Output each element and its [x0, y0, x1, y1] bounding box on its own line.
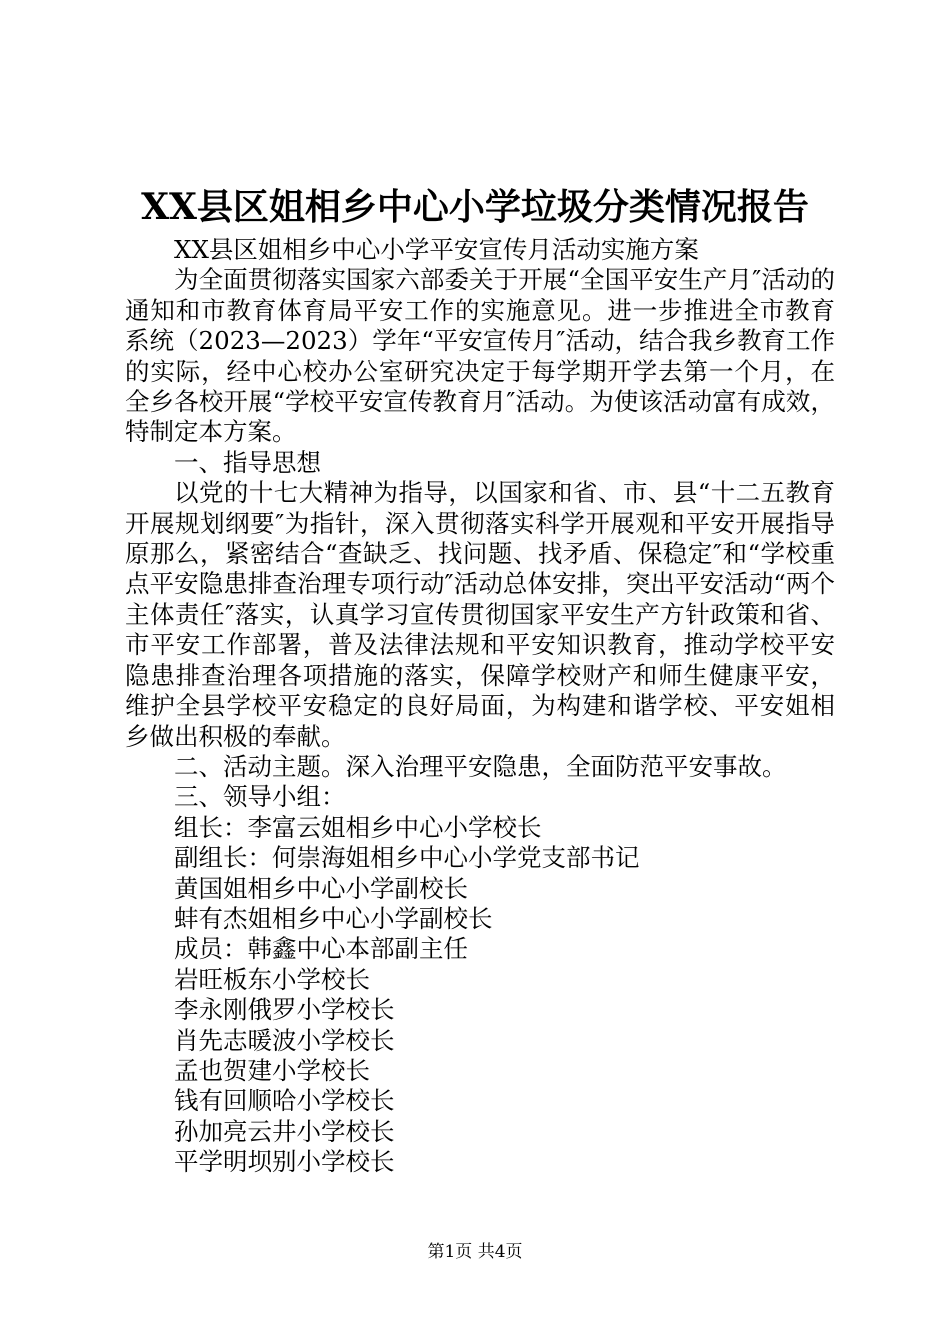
- member-line: 蚌有杰姐相乡中心小学副校长: [174, 903, 493, 933]
- plan-subtitle: XX县区姐相乡中心小学平安宣传月活动实施方案: [174, 235, 699, 264]
- member-line: 组长：李富云姐相乡中心小学校长: [174, 812, 542, 842]
- section-heading-leadership-group: 三、领导小组：: [174, 782, 346, 812]
- member-line: 岩旺板东小学校长: [174, 964, 370, 994]
- document-title: XX县区姐相乡中心小学垃圾分类情况报告: [141, 186, 809, 228]
- page-footer: 第1页 共4页: [427, 1242, 523, 1262]
- member-line: 钱有回顺哈小学校长: [174, 1086, 395, 1116]
- member-line: 孟也贺建小学校长: [174, 1055, 370, 1085]
- member-line: 副组长：何崇海姐相乡中心小学党支部书记: [174, 843, 640, 873]
- intro-paragraph: 为全面贯彻落实国家六部委关于开展“全国平安生产月″活动的通知和市教育体育局平安工作的实施意见。进一步推进全市教育系统（2023—2023）学年“平安宣传月″活动，结合我乡教育工作的实际，经中心校办公室研究决定于每学期开学去第一个月，在全乡各校开展“学校平安宣传教育月″活动。为使该活动富有成效，特制定本方案。: [125, 265, 835, 447]
- activity-theme-line: 二、活动主题。深入治理平安隐患，全面防范平安事故。: [174, 751, 787, 781]
- member-line: 孙加亮云井小学校长: [174, 1116, 395, 1146]
- member-line: 成员：韩鑫中心本部副主任: [174, 934, 468, 964]
- guiding-thought-paragraph: 以党的十七大精神为指导，以国家和省、市、县“十二五教育开展规划纲要″为指针，深入贯彻落实科学开展观和平安开展指导原那么，紧密结合“查缺乏、找问题、找矛盾、保稳定″和“学校重点平安隐患排查治理专项行动″活动总体安排，突出平安活动“两个主体责任″落实，认真学习宣传贯彻国家平安生产方针政策和省、市平安工作部署，普及法律法规和平安知识教育，推动学校平安隐患排查治理各项措施的落实，保障学校财产和师生健康平安，维护全县学校平安稳定的良好局面，为构建和谐学校、平安姐相乡做出积极的奉献。: [125, 478, 835, 751]
- section-heading-guiding-thought: 一、指导思想: [174, 447, 321, 477]
- member-line: 肖先志暖波小学校长: [174, 1025, 395, 1055]
- member-line: 平学明坝别小学校长: [174, 1147, 395, 1177]
- document-body: [125, 235, 835, 1178]
- member-line: 黄国姐相乡中心小学副校长: [174, 873, 468, 903]
- member-line: 李永刚俄罗小学校长: [174, 995, 395, 1025]
